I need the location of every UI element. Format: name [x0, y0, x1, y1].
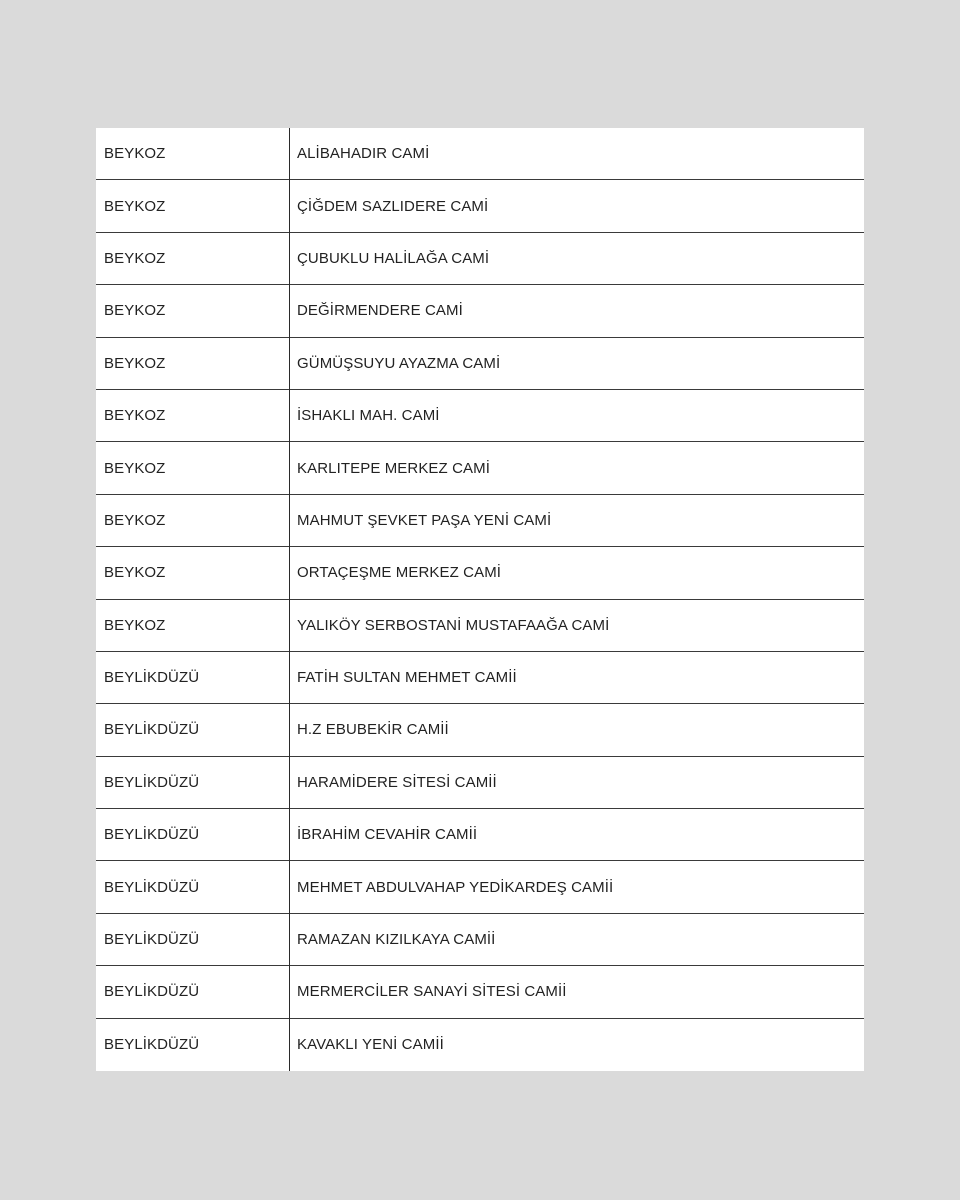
district-cell: BEYLİKDÜZÜ — [96, 861, 290, 913]
mosque-cell: ÇİĞDEM SAZLIDERE CAMİ — [290, 180, 864, 232]
mosque-cell: MERMERCİLER SANAYİ SİTESİ CAMİİ — [290, 966, 864, 1018]
table-row — [96, 547, 864, 599]
table-row — [96, 128, 864, 180]
district-cell: BEYKOZ — [96, 337, 290, 389]
table-row — [96, 442, 864, 494]
table-row — [96, 913, 864, 965]
mosque-cell: DEĞİRMENDERE CAMİ — [290, 285, 864, 337]
mosque-cell: H.Z EBUBEKİR CAMİİ — [290, 704, 864, 756]
district-cell: BEYLİKDÜZÜ — [96, 913, 290, 965]
table-row — [96, 704, 864, 756]
district-cell: BEYKOZ — [96, 285, 290, 337]
table-row — [96, 389, 864, 441]
mosque-cell: GÜMÜŞSUYU AYAZMA CAMİ — [290, 337, 864, 389]
table-row — [96, 651, 864, 703]
district-cell: BEYKOZ — [96, 442, 290, 494]
district-cell: BEYKOZ — [96, 180, 290, 232]
mosque-cell: MAHMUT ŞEVKET PAŞA YENİ CAMİ — [290, 494, 864, 546]
district-cell: BEYLİKDÜZÜ — [96, 756, 290, 808]
district-cell: BEYKOZ — [96, 547, 290, 599]
mosque-cell: YALIKÖY SERBOSTANİ MUSTAFAAĞA CAMİ — [290, 599, 864, 651]
district-cell: BEYKOZ — [96, 494, 290, 546]
table-row — [96, 285, 864, 337]
table-row — [96, 809, 864, 861]
district-cell: BEYLİKDÜZÜ — [96, 809, 290, 861]
mosque-cell: HARAMİDERE SİTESİ CAMİİ — [290, 756, 864, 808]
document-sheet — [96, 128, 864, 1071]
district-cell: BEYKOZ — [96, 599, 290, 651]
mosque-cell: RAMAZAN KIZILKAYA CAMİİ — [290, 913, 864, 965]
table-row — [96, 756, 864, 808]
table-row — [96, 599, 864, 651]
district-cell: BEYLİKDÜZÜ — [96, 651, 290, 703]
district-cell: BEYLİKDÜZÜ — [96, 1018, 290, 1070]
table-row — [96, 494, 864, 546]
mosque-table — [96, 128, 864, 1070]
mosque-cell: ÇUBUKLU HALİLAĞA CAMİ — [290, 232, 864, 284]
mosque-cell: KAVAKLI YENİ CAMİİ — [290, 1018, 864, 1070]
mosque-cell: ALİBAHADIR CAMİ — [297, 145, 430, 163]
table-row — [96, 232, 864, 284]
mosque-cell: İSHAKLI MAH. CAMİ — [290, 389, 864, 441]
district-cell: BEYKOZ — [96, 232, 290, 284]
district-cell: BEYLİKDÜZÜ — [96, 966, 290, 1018]
mosque-cell: MEHMET ABDULVAHAP YEDİKARDEŞ CAMİİ — [290, 861, 864, 913]
mosque-cell: KARLITEPE MERKEZ CAMİ — [290, 442, 864, 494]
column-divider — [289, 128, 290, 1071]
mosque-cell: FATİH SULTAN MEHMET CAMİİ — [290, 651, 864, 703]
mosque-cell: İBRAHİM CEVAHİR CAMİİ — [290, 809, 864, 861]
table-row — [96, 966, 864, 1018]
table-row — [96, 861, 864, 913]
table-row — [96, 1018, 864, 1070]
district-cell: BEYKOZ — [96, 389, 290, 441]
mosque-cell: ORTAÇEŞME MERKEZ CAMİ — [290, 547, 864, 599]
table-row — [96, 180, 864, 232]
table-row — [96, 337, 864, 389]
district-cell: BEYKOZ — [104, 145, 166, 163]
district-cell: BEYLİKDÜZÜ — [96, 704, 290, 756]
